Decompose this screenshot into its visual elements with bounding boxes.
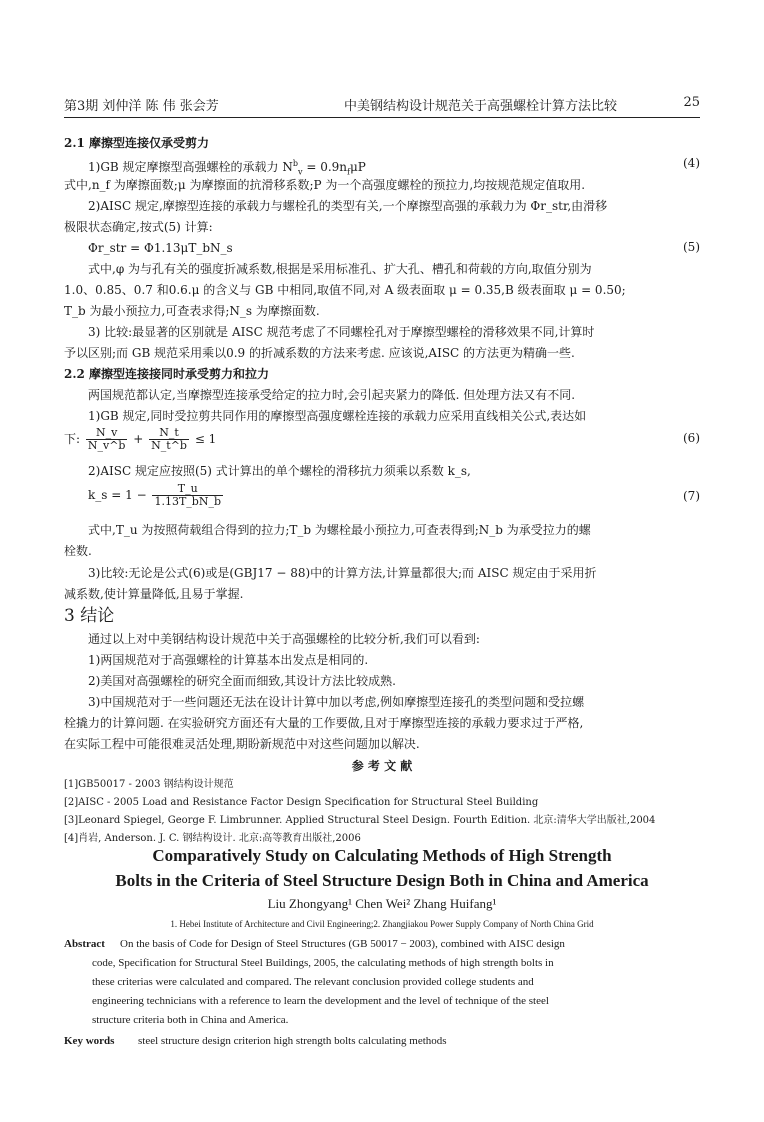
section-2-1-heading: 2.1 摩擦型连接仅承受剪力 bbox=[64, 136, 210, 150]
para-2-1-where-c: T_b 为最小预拉力,可查表求得;N_s 为摩擦面数. bbox=[64, 304, 320, 318]
section-2-2-heading: 2.2 摩擦型连接接同时承受剪力和拉力 bbox=[64, 367, 270, 381]
eq-7: k_s = 1 − $\frac{T\_u}{1.13T\_bN\_b}$ bbox=[88, 482, 221, 508]
eq-5: Φr_str = Φ1.13μT_bN_s bbox=[88, 241, 233, 255]
para-2-2-compare-b: 减系数,使计算量降低,且易于掌握. bbox=[64, 587, 244, 601]
para-3-intro: 通过以上对中美钢结构设计规范中关于高强螺栓的比较分析,我们可以看到: bbox=[88, 632, 480, 646]
para-2-2-aisc: 2)AISC 规定应按照(5) 式计算出的单个螺栓的滑移抗力须乘以系数 k_s, bbox=[88, 464, 471, 478]
eq-4-number: (4) bbox=[683, 156, 700, 170]
english-title-line-1: Comparatively Study on Calculating Methods of High Strength bbox=[152, 846, 612, 865]
para-3-item-2: 2)美国对高强螺栓的研究全面而细致,其设计方法比较成熟. bbox=[88, 674, 396, 688]
abstract-line-1: On the basis of Code for Design of Steel Structures (GB 50017 − 2003), combined with AISC design bbox=[120, 938, 565, 950]
abstract-line-3: these criterias were calculated and compared. The relevant conclusion provided college students and bbox=[92, 976, 534, 988]
para-2-2-where-b: 栓数. bbox=[64, 544, 92, 558]
english-title-line-2: Bolts in the Criteria of Steel Structure Design Both in China and America bbox=[115, 871, 649, 890]
para-3-item-3-c: 在实际工程中可能很难灵活处理,期盼新规范中对这些问题加以解决. bbox=[64, 737, 420, 751]
para-2-2-intro: 两国规范都认定,当摩擦型连接承受给定的拉力时,会引起夹紧力的降低. 但处理方法又有不同. bbox=[88, 388, 576, 402]
para-2-2-gb: 1)GB 规定,同时受拉剪共同作用的摩擦型高强度螺栓连接的承载力应采用直线相关公式,表达如 bbox=[88, 409, 587, 423]
eq-6: 下: $\frac{N\_v}{N\_v\^{}b}$ + $\frac{N\_t}{N\_t\^{}b}$ ≤ 1 bbox=[64, 426, 217, 452]
abstract-line-4: engineering technicians with a reference to learn the development and the level of technique of the steel bbox=[92, 995, 549, 1007]
english-authors: Liu Zhongyang¹ Chen Wei² Zhang Huifang¹ bbox=[267, 896, 497, 911]
eq-5-number: (5) bbox=[683, 240, 700, 254]
para-2-1-aisc-a: 2)AISC 规定,摩擦型连接的承载力与螺栓孔的类型有关,一个摩擦型高强的承载力为 Φr_str,由滑移 bbox=[88, 199, 608, 213]
reference-1: [1]GB50017 - 2003 钢结构设计规范 bbox=[64, 779, 234, 790]
eq-7-number: (7) bbox=[683, 489, 700, 503]
english-affiliation: 1. Hebei Institute of Architecture and Civil Engineering;2. Zhangjiakou Power Supply Company of North China Grid bbox=[170, 919, 594, 929]
para-2-1-where-a: 式中,φ 为与孔有关的强度折减系数,根据是采用标准孔、扩大孔、槽孔和荷载的方向,取值分别为 bbox=[88, 262, 592, 276]
abstract-label: Abstract bbox=[64, 938, 105, 950]
abstract-line-2: code, Specification for Structural Steel Buildings, 2005, the calculating methods of high strength bolts in bbox=[92, 957, 554, 969]
running-header bbox=[64, 95, 700, 118]
page-number: 25 bbox=[683, 95, 700, 110]
para-3-item-1: 1)两国规范对于高强螺栓的计算基本出发点是相同的. bbox=[88, 653, 369, 667]
eq-6-number: (6) bbox=[683, 431, 700, 445]
header-issue-authors: 第3期 刘仲洋 陈 伟 张会芳 bbox=[64, 99, 219, 114]
abstract-line-5: structure criteria both in China and America. bbox=[92, 1014, 289, 1026]
reference-2: [2]AISC - 2005 Load and Resistance Factor Design Specification for Structural Steel Building bbox=[64, 797, 539, 808]
para-3-item-3-a: 3)中国规范对于一些问题还无法在设计计算中加以考虑,例如摩擦型连接孔的类型问题和受拉螺 bbox=[88, 695, 585, 709]
para-2-1-compare-b: 予以区别;而 GB 规范采用乘以0.9 的折减系数的方法来考虑. 应该说,AISC 的方法更为精确一些. bbox=[64, 346, 575, 360]
reference-3: [3]Leonard Spiegel, George F. Limbrunner. Applied Structural Steel Design. Fourth Edition. 北京:清华大学出版社,2004 bbox=[64, 815, 656, 826]
reference-4: [4]肖岩, Anderson. J. C. 钢结构设计. 北京:高等教育出版社,2006 bbox=[64, 833, 361, 844]
para-2-1-where-b: 1.0、0.85、0.7 和0.6.μ 的含义与 GB 中相同,取值不同,对 A 级表面取 μ = 0.35,B 级表面取 μ = 0.50; bbox=[64, 283, 626, 297]
section-3-heading: 3 结论 bbox=[64, 606, 115, 626]
keywords-text: steel structure design criterion high strength bolts calculating methods bbox=[138, 1035, 447, 1047]
para-2-1-aisc-b: 极限状态确定,按式(5) 计算: bbox=[64, 220, 213, 234]
para-2-1-compare-a: 3) 比较:最显著的区别就是 AISC 规范考虑了不同螺栓孔对于摩擦型螺栓的滑移效果不同,计算时 bbox=[88, 325, 595, 339]
keywords-label: Key words bbox=[64, 1035, 115, 1047]
para-2-1-gb-where: 式中,n_f 为摩擦面数;μ 为摩擦面的抗滑移系数;P 为一个高强度螺栓的预拉力,均按规范规定值取用. bbox=[64, 178, 586, 192]
para-2-2-compare-a: 3)比较:无论是公式(6)或是(GBJ17 − 88)中的计算方法,计算量都很大;而 AISC 规定由于采用折 bbox=[88, 566, 597, 580]
para-3-item-3-b: 栓撬力的计算问题. 在实验研究方面还有大量的工作要做,且对于摩擦型连接的承载力要求过于严格, bbox=[64, 716, 584, 730]
header-article-title: 中美钢结构设计规范关于高强螺栓计算方法比较 bbox=[344, 99, 618, 114]
para-2-2-where-a: 式中,T_u 为按照荷载组合得到的拉力;T_b 为螺栓最小预拉力,可查表得到;N_b 为承受拉力的螺 bbox=[88, 523, 591, 537]
para-2-1-gb: 1)GB 规定摩擦型高强螺栓的承载力 $N^b_v = 0.9n_f\mu P$ bbox=[88, 159, 366, 177]
references-heading: 参 考 文 献 bbox=[351, 759, 413, 773]
